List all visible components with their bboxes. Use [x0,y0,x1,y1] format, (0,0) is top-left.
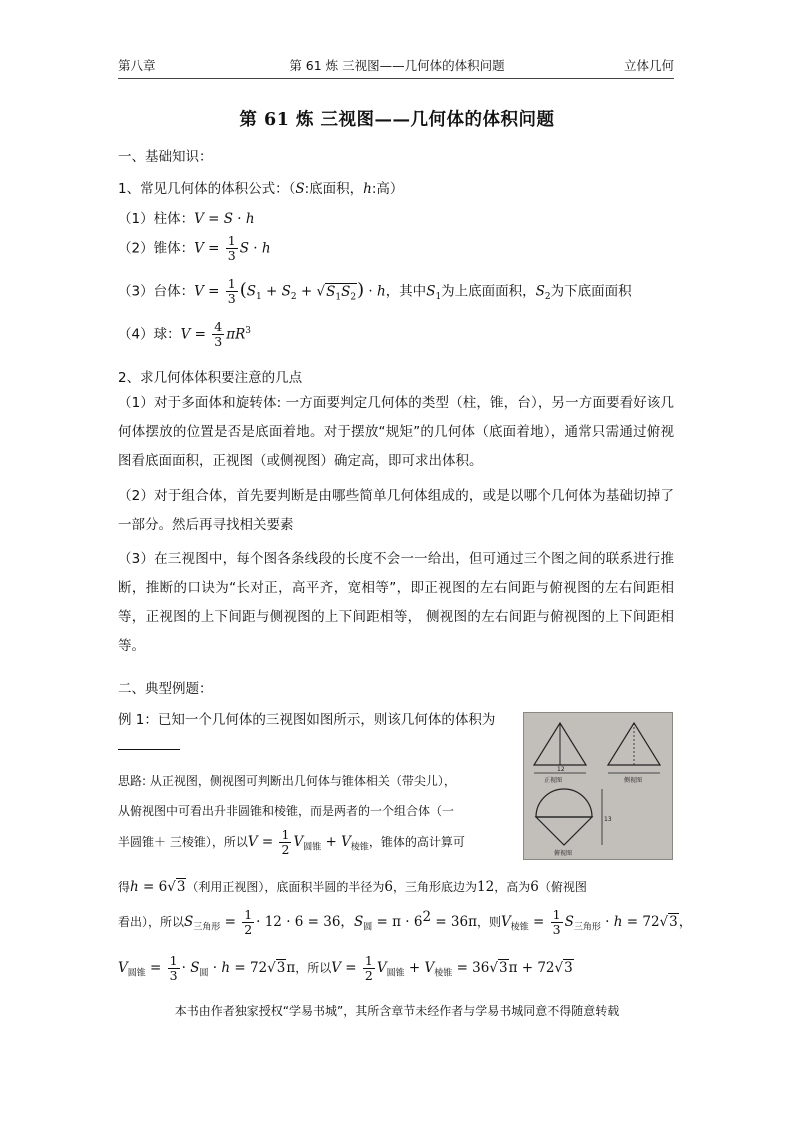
volume-notes-heading: 2、求几何体体积要注意的几点 [118,370,303,386]
formula-prism: （1）柱体：V = S · h [118,211,255,227]
note-paragraph-2: （2）对于组合体，首先要判断是由哪些简单几何体组成的，或是以哪个几何体为基础切掉了一部分。然后再寻找相关要素 [118,488,674,533]
formula-frustum: （3）台体：V = $\frac{1}{3}$ $(S_1 + S_2 + √S_1S_2) \cdot h$，其中$S_1$为上底面面积，$S_2$为下底面面积 [118,276,632,306]
example-1-answer-blank [118,738,180,754]
side-view-label: 侧视图 [624,777,643,784]
header-subject: 立体几何 [624,58,675,73]
front-view-label: 正视图 [544,777,563,784]
solution-line-5: 看出），所以$S_{三角形}$ = $\frac{1}{2}$ · 12 · 6 = 36，$S_圆 = \pi \cdot 6^2 = 36\pi$，则$V_{棱锥}$ = $\frac{1}{3}$ $S_{三角形} \cdot h = 72√3$， [118,907,693,937]
formula-sphere: （4）球：V = $\frac{4}{3}$ $\pi R^3$ [118,319,251,349]
example-1-question: 例 1：已知一个几何体的三视图如图所示，则该几何体的体积为 [118,712,496,728]
header-chapter: 第八章 [118,58,156,73]
copyright-footer: 本书由作者独家授权“学易书城”，其所含章节未经作者与学易书城同意不得随意转载 [174,1004,620,1018]
front-dim-label: 12 [557,766,565,773]
solution-line-6: $V_{圆锥}$ = $\frac{1}{3}$ · $S_圆 \cdot h = 72√3\pi$，所以V = $\frac{1}{2}$ $V_{圆锥} + V_{棱锥} = 36√3\pi + 72√3$ [118,953,573,983]
section-heading-basics: 一、基础知识： [118,149,213,165]
top-dim-label: 13 [604,816,612,823]
note-paragraph-3: （3）在三视图中，每个图各条线段的长度不会一一给出，但可通过三个图之间的联系进行推断，推断的口诀为“长对正，高平齐，宽相等”，即正视图的左右间距与俯视图的左右间距相等，正视图的上下间距与侧视图的上下间距相等， 侧视图的左右间距与俯视图的上下间距相等。 [118,551,674,654]
volume-formula-intro: 1、常见几何体的体积公式：（S:底面积，h:高） [118,181,404,197]
header-divider [118,78,674,79]
solution-line-3: 半圆锥＋ 三棱锥），所以V = $\frac{1}{2}$ $V_{圆锥} + V_{棱锥}$，锥体的高计算可 [118,827,465,857]
header-lesson: 第 61 炼 三视图——几何体的体积问题 [289,58,505,73]
prism-volume-formula: V [194,211,204,227]
page-title: 第 61 炼 三视图——几何体的体积问题 [239,110,555,130]
fraction-one-third: $\frac{1}{3}$ [227,233,236,263]
three-view-figure [523,712,673,860]
top-view-label: 俯视图 [554,850,573,857]
three-view-drawing [524,713,672,859]
formula-cone: （2）锥体：V = $\frac{1}{3}$ S · h [118,233,271,263]
section-heading-examples: 二、典型例题： [118,681,213,697]
solution-line-4: 得h = 6√3（利用正视图），底面积半圆的半径为6，三角形底边为12，高为6（俯视图 [118,879,587,895]
note-paragraph-1: （1）对于多面体和旋转体: 一方面要判定几何体的类型（柱，锥，台），另一方面要看好该几何体摆放的位置是否是底面着地。对于摆放“规矩”的几何体（底面着地），通常只需通过俯视图看底面面积，正视图（或侧视图）确定高，即可求出体积。 [118,395,674,469]
solution-line-1: 思路: 从正视图，侧视图可判断出几何体与锥体相关（带尖儿）， [118,774,456,788]
solution-line-2: 从俯视图中可看出升非圆锥和棱锥，而是两者的一个组合体（一 [118,804,455,818]
